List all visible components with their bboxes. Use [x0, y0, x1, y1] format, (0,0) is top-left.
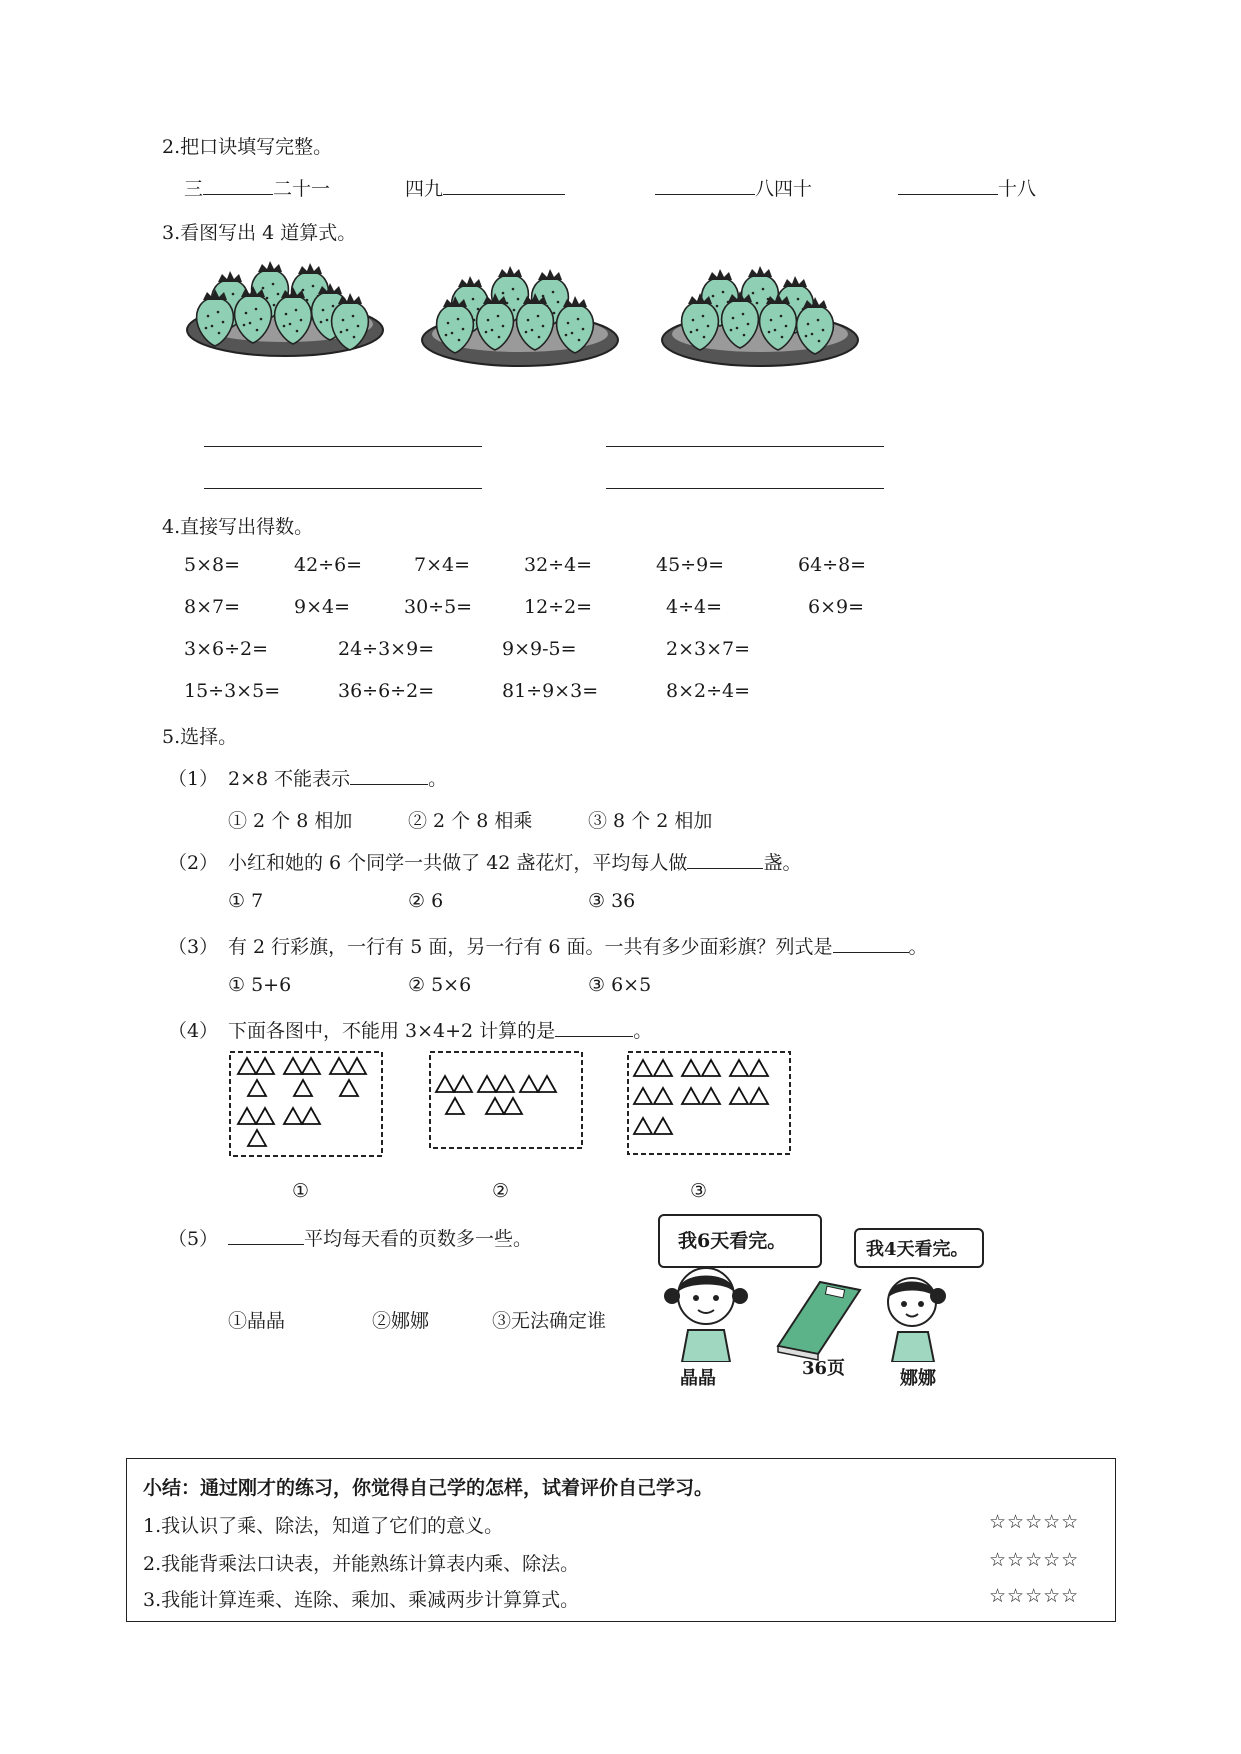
calc-item: 36÷6÷2= — [338, 680, 435, 702]
blank[interactable] — [833, 951, 909, 953]
girl-jingjing-figure — [664, 1268, 748, 1362]
sub-number: （1） — [168, 768, 219, 790]
option[interactable]: ① 2 个 8 相加 — [228, 810, 353, 832]
figure-label[interactable]: ③ — [690, 1180, 708, 1202]
star-rating[interactable]: ☆☆☆☆☆ — [989, 1585, 1080, 1607]
book-icon — [778, 1282, 860, 1360]
option[interactable]: ③无法确定谁 — [492, 1310, 607, 1332]
q2-item-3: 八四十 — [655, 174, 812, 201]
option[interactable]: ①晶晶 — [228, 1310, 286, 1332]
figure-label[interactable]: ② — [492, 1180, 510, 1202]
calc-item: 45÷9= — [656, 554, 725, 576]
calc-item: 12÷2= — [524, 596, 593, 618]
blank[interactable] — [443, 193, 565, 195]
sub4-question: 下面各图中，不能用 3×4+2 计算的是 。 — [228, 1020, 653, 1042]
option[interactable]: ② 2 个 8 相乘 — [408, 810, 533, 832]
blank[interactable] — [350, 783, 428, 785]
option[interactable]: ③ 6×5 — [588, 974, 652, 996]
sub-number: （4） — [168, 1020, 219, 1042]
calc-item: 8×2÷4= — [666, 680, 751, 702]
book-pages-label: 36页 — [802, 1358, 846, 1379]
calc-item: 5×8= — [184, 554, 241, 576]
plate-1 — [187, 261, 383, 356]
calc-item: 15÷3×5= — [184, 680, 281, 702]
name-label-nana: 娜娜 — [900, 1368, 936, 1389]
triangle-figures — [228, 1048, 800, 1160]
q4-title: 4.直接写出得数。 — [162, 516, 314, 538]
sub1-question: 2×8 不能表示 。 — [228, 768, 448, 790]
sub3-question: 有 2 行彩旗，一行有 5 面，另一行有 6 面。一共有多少面彩旗？列式是 。 — [228, 936, 928, 958]
calc-item: 64÷8= — [798, 554, 867, 576]
summary-item: 3.我能计算连乘、连除、乘加、乘减两步计算算式。 — [143, 1589, 580, 1611]
option[interactable]: ① 7 — [228, 890, 264, 912]
option[interactable]: ① 5+6 — [228, 974, 292, 996]
calc-item: 8×7= — [184, 596, 241, 618]
summary-title: 小结：通过刚才的练习，你觉得自己学的怎样，试着评价自己学习。 — [143, 1477, 714, 1499]
calc-item: 9×4= — [294, 596, 351, 618]
blank[interactable] — [228, 1243, 304, 1245]
calc-item: 3×6÷2= — [184, 638, 269, 660]
answer-line[interactable] — [204, 446, 482, 447]
figure-box-2 — [430, 1052, 582, 1148]
sub-number: （3） — [168, 936, 219, 958]
calc-item: 30÷5= — [404, 596, 473, 618]
reading-illustration — [660, 1262, 980, 1362]
sub5-question: 平均每天看的页数多一些。 — [228, 1224, 532, 1251]
figure-box-1 — [230, 1052, 382, 1156]
sub2-question: 小红和她的 6 个同学一共做了 42 盏花灯，平均每人做 盏。 — [228, 852, 802, 874]
q2-item-4: 十八 — [898, 174, 1036, 201]
figure-label[interactable]: ① — [292, 1180, 310, 1202]
q2-title: 2.把口诀填写完整。 — [162, 136, 333, 158]
calc-item: 4÷4= — [666, 596, 723, 618]
q3-title: 3.看图写出 4 道算式。 — [162, 222, 357, 244]
calc-item: 42÷6= — [294, 554, 363, 576]
calc-item: 6×9= — [808, 596, 865, 618]
speech-bubble-1: 我6天看完。 — [658, 1214, 822, 1268]
sub-number: （2） — [168, 852, 219, 874]
figure-box-3 — [628, 1052, 790, 1154]
q2-item-1: 三 二十一 — [184, 178, 331, 200]
blank[interactable] — [555, 1035, 633, 1037]
option[interactable]: ③ 36 — [588, 890, 636, 912]
blank[interactable] — [687, 867, 763, 869]
q5-title: 5.选择。 — [162, 726, 238, 748]
sub-number: （5） — [168, 1228, 219, 1250]
calc-item: 2×3×7= — [666, 638, 751, 660]
girl-nana-figure — [888, 1278, 946, 1362]
star-rating[interactable]: ☆☆☆☆☆ — [989, 1549, 1080, 1571]
option[interactable]: ② 6 — [408, 890, 444, 912]
plate-2 — [422, 266, 618, 366]
calc-item: 9×9-5= — [502, 638, 577, 660]
name-label-jingjing: 晶晶 — [680, 1368, 716, 1389]
blank[interactable] — [203, 193, 273, 195]
calc-item: 81÷9×3= — [502, 680, 599, 702]
option[interactable]: ②娜娜 — [372, 1310, 430, 1332]
answer-line[interactable] — [606, 488, 884, 489]
star-rating[interactable]: ☆☆☆☆☆ — [989, 1511, 1080, 1533]
answer-line[interactable] — [606, 446, 884, 447]
plate-3 — [662, 266, 858, 366]
speech-bubble-2: 我4天看完。 — [854, 1228, 984, 1268]
calc-item: 24÷3×9= — [338, 638, 435, 660]
summary-box — [126, 1458, 1116, 1622]
summary-item: 2.我能背乘法口诀表，并能熟练计算表内乘、除法。 — [143, 1553, 580, 1575]
q2-item-2: 四九 — [405, 174, 565, 201]
blank[interactable] — [655, 193, 755, 195]
option[interactable]: ② 5×6 — [408, 974, 472, 996]
option[interactable]: ③ 8 个 2 相加 — [588, 810, 713, 832]
answer-line[interactable] — [204, 488, 482, 489]
summary-item: 1.我认识了乘、除法，知道了它们的意义。 — [143, 1515, 504, 1537]
calc-item: 32÷4= — [524, 554, 593, 576]
strawberry-plates-image — [185, 258, 905, 388]
calc-item: 7×4= — [414, 554, 471, 576]
blank[interactable] — [898, 193, 998, 195]
